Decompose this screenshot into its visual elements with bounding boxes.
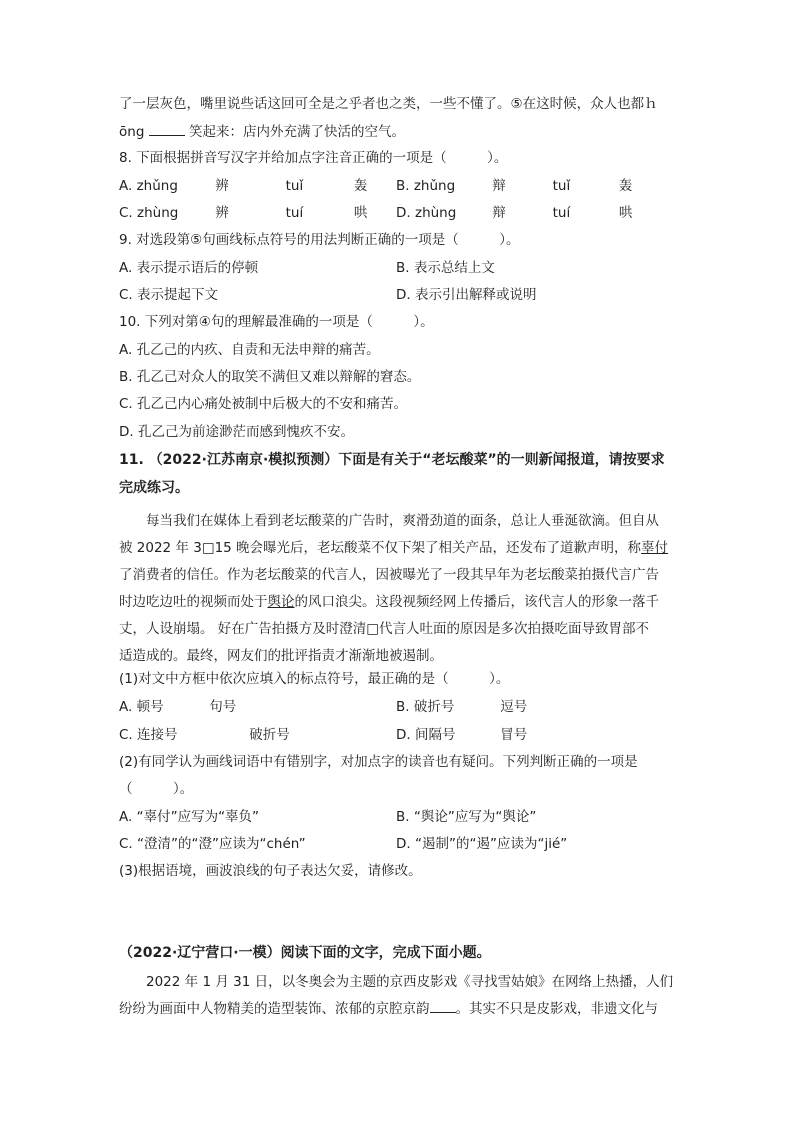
passage-line-4: 时边吃边吐的视频而处于舆论的风口浪尖。这段视频经网上传播后，该代言人的形象一落千: [119, 594, 659, 610]
question-9-option-c: C. 表示提起下文: [119, 287, 219, 303]
subquestion-1-option-d: D. 间隔号 冒号: [396, 727, 528, 743]
reading-line-2: 纷纷为画面中人物精美的造型装饰、浓郁的京腔京韵 。其实不只是皮影戏，非遗文化与: [119, 996, 658, 1023]
intro-line-2: [119, 121, 405, 142]
fill-blank: [149, 121, 185, 136]
subquestion-1-option-b: B. 破折号 逗号: [396, 699, 528, 715]
intro-line-1: 了一层灰色，嘴里说些话这回可全是之乎者也之类，一些不懂了。⑤在这时候，众人也都ｈ: [119, 96, 658, 112]
reading-title: （2022·辽宁营口·一模）阅读下面的文字，完成下面小题。: [119, 945, 491, 961]
question-8-option-b: B. zhǔng 辩 tuǐ 轰: [396, 178, 633, 194]
subquestion-1-option-c: C. 连接号 破折号: [119, 727, 290, 743]
question-10-option-c: C. 孔乙己内心痛处被制中后极大的不安和痛苦。: [119, 396, 408, 412]
pinyin-fragment: ōng: [119, 124, 145, 140]
subquestion-1: (1)对文中方框中依次应填入的标点符号，最正确的是（ ）。: [119, 671, 510, 687]
question-9-stem: 9. 对选段第⑤句画线标点符号的用法判断正确的一项是（ ）。: [119, 232, 520, 248]
question-9-option-b: B. 表示总结上文: [396, 260, 495, 276]
question-9-option-d: D. 表示引出解释或说明: [396, 287, 537, 303]
fill-blank: [430, 998, 456, 1013]
question-8-option-d: D. zhùng 辩 tuí 哄: [396, 205, 633, 221]
subquestion-1-option-a: A. 顿号 句号: [119, 699, 237, 715]
subquestion-2-option-b: B. “舆论”应写为“舆论”: [396, 809, 537, 825]
underlined-word-yulun: 舆论: [267, 594, 295, 610]
question-10-option-d: D. 孔乙己为前途渺茫而感到愧疚不安。: [119, 424, 354, 440]
question-11-title-line-1: 11. （2022·江苏南京·模拟预测）下面是有关于“老坛酸菜”的一则新闻报道，请按要求: [119, 452, 665, 468]
passage-line-2: 被 2022 年 3□15 晚会曝光后，老坛酸菜不仅下架了相关产品，还发布了道歉声明，称辜付: [119, 540, 669, 556]
subquestion-2-option-c: C. “澄清”的“澄”应读为“chén”: [119, 836, 306, 852]
underlined-word-gufu: 辜付: [641, 540, 669, 556]
passage-line-6: 适造成的。最终，网友们的批评指责才渐渐地被遏制。: [119, 648, 443, 664]
intro-line-2-rest: 笑起来：店内外充满了快活的空气。: [188, 124, 405, 140]
question-10-option-b: B. 孔乙己对众人的取笑不满但又难以辩解的窘态。: [119, 369, 421, 385]
question-10-stem: 10. 下列对第④句的理解最准确的一项是（ ）。: [119, 314, 434, 330]
subquestion-3: (3)根据语境，画波浪线的句子表达欠妥，请修改。: [119, 863, 422, 879]
subquestion-2-option-d: D. “遏制”的“遏”应读为“jié”: [396, 836, 568, 852]
passage-line-3: 了消费者的信任。作为老坛酸菜的代言人，因被曝光了一段其早年为老坛酸菜拍摄代言广告: [119, 567, 659, 583]
question-9-option-a: A. 表示提示语后的停顿: [119, 260, 259, 276]
question-10-option-a: A. 孔乙己的内疚、自责和无法申辩的痛苦。: [119, 342, 380, 358]
subquestion-2-line-2: （ ）。: [119, 781, 194, 797]
question-8-option-a: A. zhǔng 辨 tuǐ 轰: [119, 178, 368, 194]
subquestion-2-line-1: (2)有同学认为画线词语中有错别字，对加点字的读音也有疑问。下列判断正确的一项是: [119, 754, 638, 770]
passage-line-5: 丈，人设崩塌。 好在广告拍摄方及时澄清□代言人吐面的原因是多次拍摄吃面导致胃部不: [119, 621, 650, 637]
question-8-stem: 8. 下面根据拼音写汉字并给加点字注音正确的一项是（ ）。: [119, 150, 508, 166]
reading-line-1: 2022 年 1 月 31 日，以冬奥会为主题的京西皮影戏《寻找雪姑娘》在网络上热播，人们: [146, 974, 674, 990]
question-8-option-c: C. zhùng 辨 tuí 哄: [119, 205, 368, 221]
subquestion-2-option-a: A. “辜付”应写为“辜负”: [119, 809, 260, 825]
passage-line-1: 每当我们在媒体上看到老坛酸菜的广告时，爽滑劲道的面条，总让人垂涎欲滴。但自从: [146, 513, 659, 529]
question-11-title-line-2: 完成练习。: [119, 480, 189, 496]
